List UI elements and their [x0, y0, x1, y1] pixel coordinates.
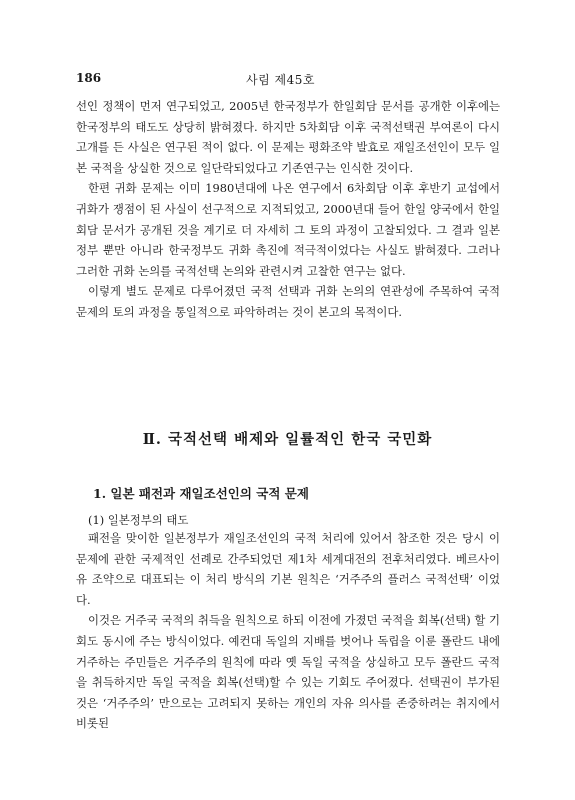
running-title: 사림 제45호 [246, 73, 315, 87]
body-paragraph: 이것은 거주국 국적의 취득을 원칙으로 하되 이전에 가졌던 국적을 회복(선택) 할 기회도 동시에 주는 방식이었다. 예컨대 독일의 지배를 벗어나 독립을 이룬 폴란드 내에 거주하는 주민들은 거주주의 원칙에 따라 옛 독일 국적을 상실하고 모두 폴란드 국적을 취득하지만 독일 국적을 회복(선택)할 수 있는 기회도 주어졌다. 선택권이 부가된 것은 ‘거주주의’ 만으로는 고려되지 못하는 개인의 자유 의사를 존중하려는 취지에서 비롯된 [76, 613, 500, 731]
intro-text-block [76, 96, 500, 323]
body-paragraph: 한편 귀화 문제는 이미 1980년대에 나온 연구에서 6차회담 이후 후반기 교섭에서 귀화가 쟁점이 된 사실이 선구적으로 지적되었고, 2000년대 들어 한일 양국에서 한일회담 문서가 공개된 것을 계기로 더 자세히 그 토의 과정이 고찰되었다. 그 결과 일본정부 뿐만 아니라 한국정부도 귀화 촉진에 적극적이었다는 사실도 밝혀졌다. 그러나 그러한 귀화 논의를 국적선택 논의와 관련시켜 고찰한 연구는 없다. [76, 181, 500, 278]
section-heading: Ⅱ. 국적선택 배제와 일률적인 한국 국민화 [142, 431, 433, 448]
subsection-heading: 1. 일본 패전과 재일조선인의 국적 문제 [93, 486, 309, 501]
subsection-text-block [76, 528, 500, 734]
body-paragraph: 선인 정책이 먼저 연구되었고, 2005년 한국정부가 한일회담 문서를 공개한 이후에는 한국정부의 태도도 상당히 밝혀졌다. 하지만 5차회담 이후 국적선택권 부여론이 다시 고개를 든 사실은 연구된 적이 없다. 이 문제는 평화조약 발효로 재일조선인이 모두 일본 국적을 상실한 것으로 일단락되었다고 기존연구는 인식한 것이다. [76, 99, 500, 175]
body-paragraph: 패전을 맞이한 일본정부가 재일조선인의 국적 처리에 있어서 참조한 것은 당시 이 문제에 관한 국제적인 선례로 간주되었던 제1차 세계대전의 전후처리였다. 베르사이유 조약으로 대표되는 이 처리 방식의 기본 원칙은 ‘거주주의 플러스 국적선택’ 이었다. [76, 531, 500, 607]
page-header [76, 71, 496, 91]
page-number: 186 [76, 71, 102, 85]
body-paragraph: 이렇게 별도 문제로 다루어졌던 국적 선택과 귀화 논의의 연관성에 주목하여 국적 문제의 토의 과정을 통일적으로 파악하려는 것이 본고의 목적이다. [76, 284, 500, 319]
sub-subsection-heading: (1) 일본정부의 태도 [88, 513, 189, 527]
